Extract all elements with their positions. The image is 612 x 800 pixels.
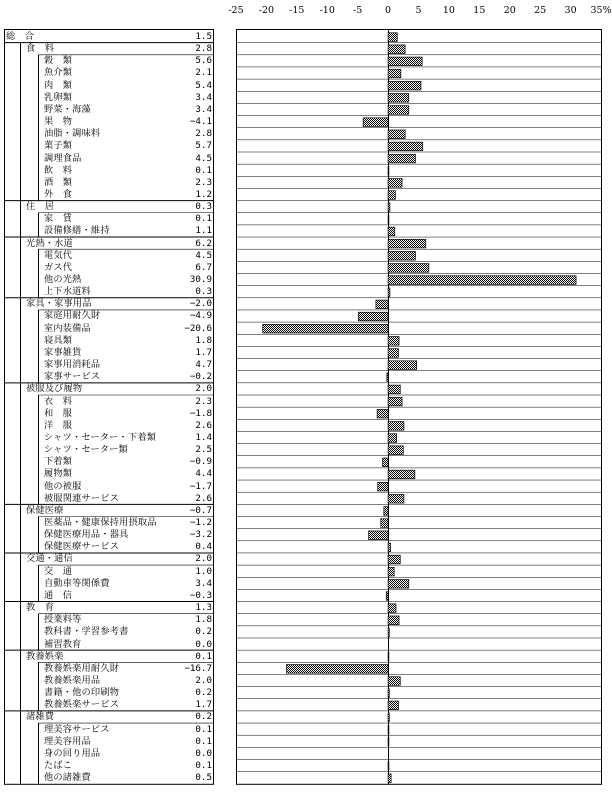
value-label: 1.1 [195, 225, 212, 237]
bar-23 [358, 312, 388, 321]
value-label: 2.0 [195, 674, 212, 686]
value-label: 2.1 [195, 67, 212, 79]
bar-32 [388, 422, 404, 431]
value-label: 3.4 [195, 577, 212, 589]
value-label: 0.2 [195, 687, 212, 699]
value-label: −3.2 [189, 529, 212, 541]
value-label: 0.0 [195, 638, 212, 650]
value-label: −1.2 [189, 517, 212, 528]
bar-31 [377, 409, 388, 418]
bar-60 [388, 762, 389, 771]
category-label: 家庭用耐久財 [44, 310, 101, 322]
x-tick-label: 20 [503, 5, 516, 16]
value-label: 1.8 [195, 614, 212, 626]
value-label: 5.4 [195, 79, 212, 91]
bar-48 [388, 616, 399, 625]
category-label: 理美容用品 [44, 735, 91, 747]
value-label: −0.3 [189, 589, 212, 601]
value-label: −2.0 [189, 298, 212, 310]
category-label: シャツ・セーター・下着類 [44, 431, 157, 443]
category-label: 被服及び履物 [26, 383, 83, 395]
value-label: 30.9 [189, 274, 212, 285]
category-label: 保健医療用品・器具 [44, 529, 129, 541]
value-label: 2.6 [195, 419, 212, 431]
value-label: −0.9 [189, 456, 212, 468]
category-label: 教養娯楽 [26, 650, 64, 662]
bar-49 [388, 628, 389, 637]
category-label: 教養娯楽用耐久財 [44, 662, 120, 674]
bar-51 [388, 652, 389, 661]
value-label: 0.2 [195, 711, 212, 723]
category-label: 洋 服 [44, 419, 73, 431]
category-label: 酒 類 [44, 176, 73, 188]
bar-30 [388, 397, 402, 406]
category-label: 果 物 [44, 116, 73, 128]
category-label: 野菜・海藻 [44, 103, 91, 115]
bar-25 [388, 337, 399, 346]
table-border [5, 30, 214, 785]
value-label: 2.0 [195, 553, 212, 565]
bar-22 [376, 300, 388, 309]
category-label: 交 通 [44, 565, 73, 577]
category-label: 他の被服 [44, 480, 82, 492]
x-tick-label: 30 [564, 5, 577, 16]
bar-5 [388, 94, 409, 103]
x-tick-label: -15 [289, 5, 305, 16]
bar-52 [286, 665, 388, 674]
bar-43 [388, 555, 400, 564]
bar-26 [388, 349, 398, 358]
bar-12 [388, 179, 402, 188]
bar-3 [388, 69, 401, 78]
category-label: 住 居 [26, 201, 55, 213]
category-label: シャツ・セーター類 [44, 444, 128, 456]
bar-45 [388, 580, 409, 589]
category-label: 諸雑費 [26, 711, 55, 723]
category-label: 乳卵類 [44, 91, 73, 103]
value-label: 1.3 [195, 602, 212, 614]
category-label: 教 育 [26, 602, 55, 614]
bar-37 [378, 482, 388, 491]
bar-10 [388, 154, 415, 163]
x-tick-label: 5 [415, 5, 422, 16]
value-label: 5.6 [195, 55, 212, 67]
bar-18 [388, 252, 415, 261]
value-label: 3.4 [195, 91, 212, 103]
value-label: 0.4 [195, 541, 212, 553]
bar-46 [386, 592, 388, 601]
value-label: 1.4 [195, 431, 212, 443]
category-label: 飲 料 [44, 164, 73, 176]
bar-19 [388, 264, 429, 273]
bar-17 [388, 239, 426, 248]
bar-29 [388, 385, 400, 394]
bar-42 [388, 543, 390, 552]
value-label: 0.2 [195, 626, 212, 638]
bar-47 [388, 604, 396, 613]
category-label: 調理食品 [44, 152, 82, 164]
category-label: 家具・家事用品 [26, 298, 92, 310]
value-label: 1.5 [195, 31, 212, 42]
bar-27 [388, 361, 417, 370]
category-label: 家 賃 [44, 213, 73, 225]
bar-24 [263, 324, 388, 333]
value-label: 4.5 [195, 152, 212, 164]
value-label: 1.0 [195, 565, 212, 577]
value-label: 6.7 [195, 261, 212, 273]
bar-44 [388, 567, 394, 576]
value-label: 2.8 [195, 43, 212, 55]
x-tick-label: 35% [590, 5, 612, 16]
category-label: 衣 料 [44, 395, 73, 407]
value-label: −1.8 [189, 407, 212, 419]
category-label: 被服関連サービス [44, 492, 120, 504]
value-label: 4.4 [195, 468, 212, 480]
category-label: 身の回り用品 [44, 747, 101, 759]
category-label: 補習教育 [44, 638, 82, 650]
value-label: 0.0 [195, 747, 212, 759]
category-label: 上下水道料 [44, 286, 91, 298]
value-label: 2.0 [195, 383, 212, 395]
value-label: 0.5 [195, 772, 212, 784]
value-label: 2.8 [195, 128, 212, 140]
value-label: 2.3 [195, 176, 212, 188]
bar-9 [388, 142, 423, 151]
value-label: −0.2 [189, 371, 212, 383]
x-tick-label: 25 [534, 5, 547, 16]
bar-7 [363, 118, 388, 127]
category-label: 自動車等関係費 [44, 577, 110, 589]
value-label: 2.3 [195, 395, 212, 407]
category-label: 交通・通信 [26, 553, 73, 565]
value-label: 0.1 [195, 650, 212, 662]
category-label: ガス代 [44, 261, 73, 273]
bar-55 [388, 701, 398, 710]
category-label: 医薬品・健康保持用摂取品 [44, 517, 157, 528]
value-label: 0.1 [195, 723, 212, 735]
value-label: 1.8 [195, 334, 212, 346]
x-tick-label: 0 [385, 5, 392, 16]
value-label: 6.2 [195, 237, 212, 249]
value-label: 0.1 [195, 213, 212, 225]
category-label: 履物類 [44, 468, 73, 480]
category-label: 魚介類 [44, 67, 73, 79]
category-label: 下着類 [44, 456, 73, 468]
bar-36 [388, 470, 415, 479]
category-label: 通 信 [44, 589, 73, 601]
category-label: 設備修繕・維持 [44, 225, 110, 237]
category-label: 外 食 [44, 188, 73, 200]
bar-1 [388, 45, 405, 54]
category-label: 光熱・水道 [26, 237, 73, 249]
value-label: 0.1 [195, 760, 212, 771]
bar-38 [388, 495, 404, 504]
value-label: 0.3 [195, 286, 212, 298]
x-tick-label: 10 [442, 5, 455, 16]
category-label: 家事用消耗品 [44, 359, 101, 371]
bar-20 [388, 276, 576, 285]
category-label: 保健医療 [26, 504, 64, 516]
category-label: 食 料 [26, 43, 55, 55]
category-label: 書籍・他の印刷物 [44, 687, 120, 699]
category-label: 和 服 [44, 407, 73, 419]
value-label: 1.2 [195, 188, 212, 200]
category-label: 他の光熱 [44, 274, 82, 285]
value-label: 5.7 [195, 140, 212, 152]
category-label: たばこ [44, 760, 73, 771]
value-label: −20.6 [184, 322, 212, 334]
value-label: 4.7 [195, 359, 212, 371]
x-tick-label: -5 [353, 5, 363, 16]
value-label: 0.1 [195, 735, 212, 747]
bar-13 [388, 191, 395, 200]
value-label: 2.5 [195, 444, 212, 456]
bar-0 [388, 33, 397, 42]
value-label: 3.4 [195, 103, 212, 115]
bar-2 [388, 57, 422, 66]
value-label: −1.7 [189, 480, 212, 492]
value-label: −4.9 [189, 310, 212, 322]
bar-56 [388, 713, 389, 722]
bar-34 [388, 446, 403, 455]
category-label: 菓子類 [44, 140, 73, 152]
x-tick-label: -10 [319, 5, 335, 16]
value-label: 4.5 [195, 249, 212, 261]
bar-4 [388, 81, 421, 90]
category-label: 肉 類 [44, 79, 73, 91]
bar-28 [387, 373, 388, 382]
bar-6 [388, 106, 409, 115]
category-label: 家事サービス [44, 371, 101, 383]
bar-53 [388, 677, 400, 686]
bar-58 [388, 738, 389, 747]
bar-54 [388, 689, 389, 698]
value-label: −0.7 [189, 504, 212, 516]
x-tick-label: 15 [473, 5, 486, 16]
bar-15 [388, 215, 389, 224]
category-label: 理美容サービス [44, 723, 110, 735]
bar-16 [388, 227, 395, 236]
bar-33 [388, 434, 397, 443]
category-label: 授業料等 [44, 614, 82, 626]
bar-40 [381, 519, 388, 528]
value-label: 2.6 [195, 492, 212, 504]
category-label: 教養娯楽用品 [44, 674, 101, 686]
bar-57 [388, 725, 389, 734]
bar-61 [388, 774, 391, 783]
category-label: 総 合 [6, 31, 35, 42]
category-label: 保健医療サービス [44, 541, 120, 553]
value-label: −4.1 [189, 116, 212, 128]
category-label: 他の諸雑費 [44, 772, 91, 784]
value-label: −16.7 [184, 662, 212, 674]
category-label: 室内装備品 [44, 322, 91, 334]
category-label: 教養娯楽サービス [44, 699, 120, 711]
category-label: 教科書・学習参考書 [44, 626, 129, 638]
bar-39 [384, 507, 388, 516]
bar-11 [388, 166, 389, 175]
category-label: 家事雑貨 [44, 346, 82, 358]
bar-21 [388, 288, 390, 297]
bar-14 [388, 203, 390, 212]
x-tick-label: -20 [258, 5, 275, 16]
x-tick-label: -25 [228, 5, 244, 16]
category-label: 穀 類 [44, 55, 73, 67]
bar-41 [369, 531, 388, 540]
value-label: 1.7 [195, 699, 212, 711]
category-label: 電気代 [44, 249, 73, 261]
category-label: 油脂・調味料 [44, 128, 101, 140]
bar-8 [388, 130, 405, 139]
bar-35 [383, 458, 388, 467]
category-label: 寝具類 [44, 334, 73, 346]
value-label: 0.1 [195, 164, 212, 176]
value-label: 0.3 [195, 201, 212, 213]
value-label: 1.7 [195, 346, 212, 358]
